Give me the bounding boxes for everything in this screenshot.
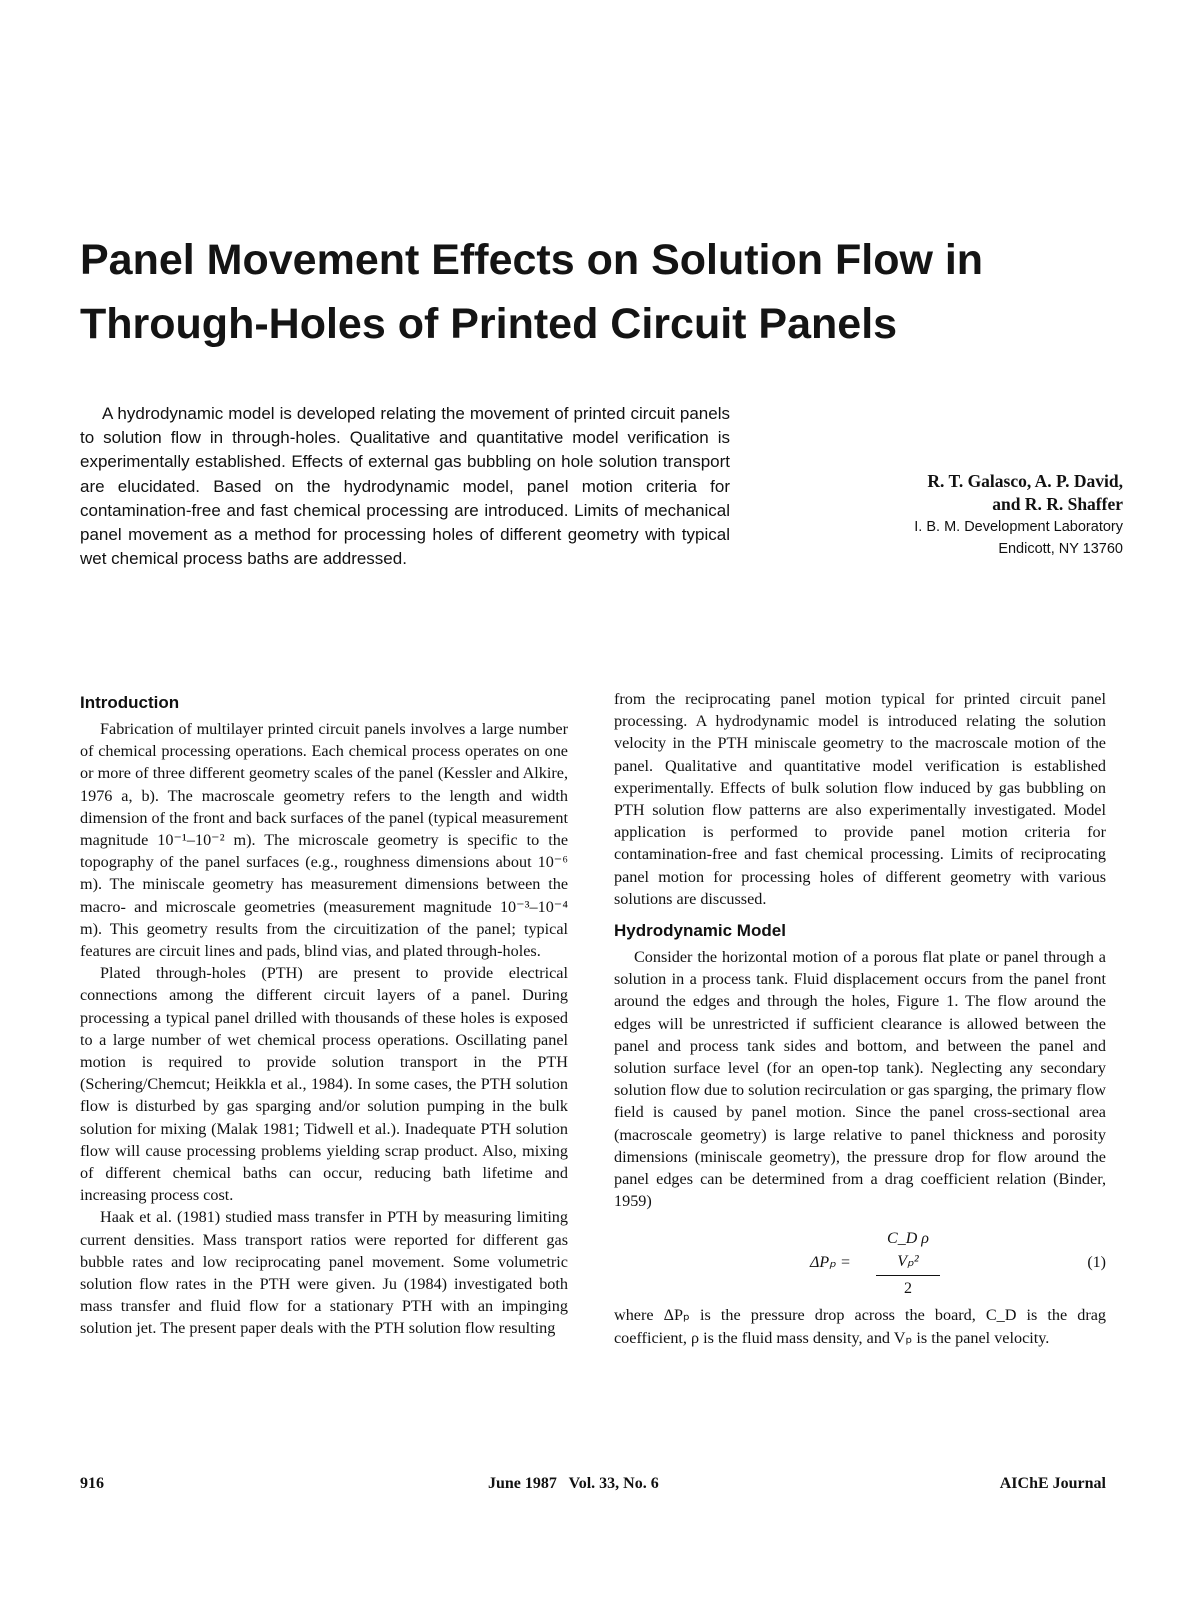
paragraph: where ΔPₚ is the pressure drop across the board, C_D is the drag coefficient, ρ is the fluid mass density, and Vₚ is the panel velocity. bbox=[614, 1306, 1106, 1347]
abstract: A hydrodynamic model is developed relating the movement of printed circuit panels to solution flow in through-holes. Qualitative and quantitative model verification is experimentally established. Effects of external gas bubbling on hole solution transport are elucidated. Based on the hydrodynamic model, panel motion criteria for contamination-free and fast chemical processing are introduced. Limits of mechanical panel movement as a method for processing holes of different geometry with typical wet chemical process baths are addressed. bbox=[80, 404, 730, 569]
left-column bbox=[80, 692, 568, 1340]
equation-denominator: 2 bbox=[904, 1279, 912, 1297]
author-names-line1: R. T. Galasco, A. P. David, bbox=[927, 471, 1123, 491]
equation-fraction bbox=[876, 1228, 940, 1300]
equation-lhs: ΔPₚ = bbox=[810, 1254, 851, 1272]
equation-number: (1) bbox=[1087, 1254, 1106, 1272]
article-title: Panel Movement Effects on Solution Flow in Through-Holes of Printed Circuit Panels bbox=[80, 236, 984, 348]
right-column bbox=[614, 688, 1106, 1349]
journal-name: AIChE Journal bbox=[999, 1475, 1106, 1492]
paragraph: Consider the horizontal motion of a porous flat plate or panel through a solution in a process tank. Fluid displacement occurs from the panel front around the edges and through the holes, Figure 1. The flow around the edges will be unrestricted if sufficient clearance is allowed between the panel and process tank sides and bottom, and between the panel and solution surface level (for an open-top tank). Neglecting any secondary solution flow due to solution recirculation or gas sparging, the primary flow field is caused by panel motion. Since the panel cross-sectional area (macroscale geometry) is large relative to panel thickness and porosity dimensions (miniscale geometry), the pressure drop for flow around the panel edges can be determined from a drag coefficient relation (Binder, 1959) bbox=[614, 948, 1106, 1211]
author-affiliation: I. B. M. Development Laboratory bbox=[914, 519, 1123, 535]
author-block bbox=[803, 470, 1123, 560]
section-heading-introduction: Introduction bbox=[80, 693, 180, 712]
author-location: Endicott, NY 13760 bbox=[998, 541, 1123, 557]
page-number: 916 bbox=[80, 1475, 104, 1492]
section-heading-hydrodynamic-model: Hydrodynamic Model bbox=[614, 921, 786, 941]
paragraph: Plated through-holes (PTH) are present to provide electrical connections among the different circuit layers of a panel. During processing a typical panel drilled with thousands of these holes is exposed to a large number of wet chemical process operations. Oscillating panel motion is required to provide solution transport in the PTH (Schering/Chemcut; Heikkla et al., 1984). In some cases, the PTH solution flow is disturbed by gas sparging and/or solution pumping in the bulk solution for mixing (Malak 1981; Tidwell et al.). Inadequate PTH solution flow will cause processing problems yielding scrap product. Also, mixing of different chemical baths can occur, reducing bath lifetime and increasing process cost. bbox=[80, 964, 568, 1205]
paragraph: Haak et al. (1981) studied mass transfer in PTH by measuring limiting current densities. Mass transport ratios were reported for different gas bubble rates and low reciprocating panel movement. Some volumetric solution flow rates in the PTH were given. Ju (1984) investigated both mass transfer and fluid flow for a stationary PTH with an impinging solution jet. The present paper deals with the PTH solution flow resulting bbox=[80, 1208, 568, 1338]
equation-numerator: C_D ρ Vₚ² bbox=[876, 1228, 940, 1275]
equation-1 bbox=[614, 1228, 1106, 1297]
paragraph: Fabrication of multilayer printed circuit panels involves a large number of chemical processing operations. Each chemical process operates on one or more of three different geometry scales of the panel (Kessler and Alkire, 1976 a, b). The macroscale geometry refers to the length and width dimension of the front and back surfaces of the panel (typical measurement magnitude 10⁻¹–10⁻² m). The microscale geometry is specific to the topography of the panel surfaces (e.g., roughness dimensions about 10⁻⁶ m). The miniscale geometry has measurement dimensions between the macro- and microscale geometries (measurement magnitude 10⁻³–10⁻⁴ m). This geometry results from the circuitization of the panel; typical features are circuit lines and pads, blind vias, and plated through-holes. bbox=[80, 720, 568, 961]
paragraph: from the reciprocating panel motion typical for printed circuit panel processing. A hydrodynamic model is introduced relating the solution velocity in the PTH miniscale geometry to the macroscale motion of the panel. Qualitative and quantitative model verification is established experimentally. Effects of bulk solution flow induced by gas bubbling on PTH solution flow patterns are also experimentally investigated. Model application is performed to provide panel motion criteria for contamination-free and fast chemical processing. Limits of reciprocating panel motion for processing holes of different geometry with various solutions are discussed. bbox=[614, 690, 1106, 908]
author-names-line2: and R. R. Shaffer bbox=[992, 494, 1123, 514]
issue-info: June 1987 Vol. 33, No. 6 bbox=[488, 1475, 659, 1492]
